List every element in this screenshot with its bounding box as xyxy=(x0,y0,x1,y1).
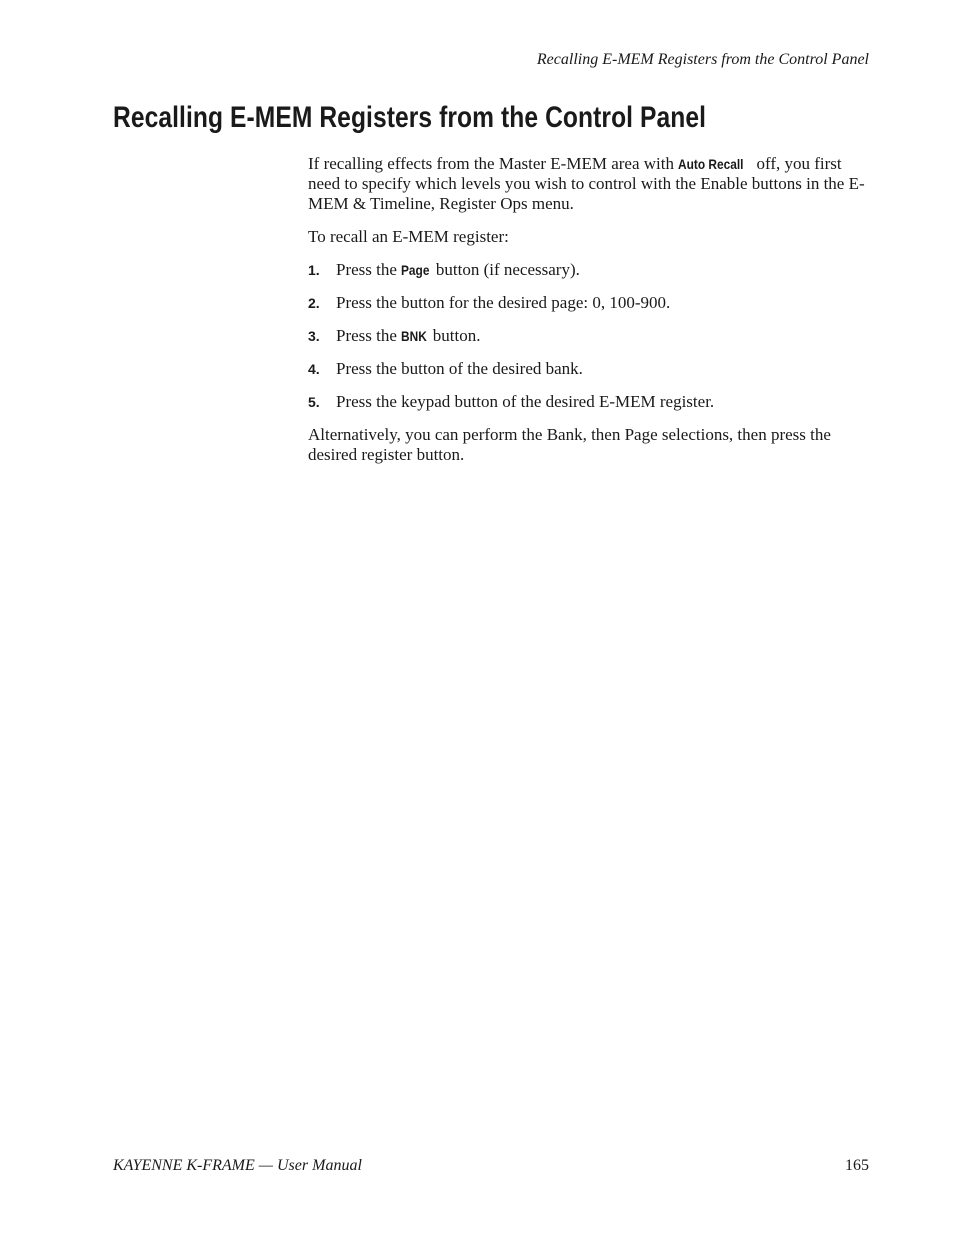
step-item xyxy=(308,293,874,313)
lead-in-paragraph: To recall an E-MEM register: xyxy=(308,227,509,246)
running-header: Recalling E-MEM Registers from the Control Panel xyxy=(536,51,869,68)
closing-paragraph: Alternatively, you can perform the Bank, then Page selections, then press the desired register button. xyxy=(308,425,831,464)
page-number: 165 xyxy=(845,1157,869,1174)
step-number: 1. xyxy=(308,262,320,278)
intro-paragraph xyxy=(308,154,874,214)
step-text: Press the xyxy=(336,260,402,279)
auto-recall-keyword: Auto Recall xyxy=(678,156,744,172)
step-item xyxy=(308,326,874,346)
step-number: 3. xyxy=(308,328,320,344)
body-text xyxy=(308,154,874,478)
step-text: button. xyxy=(428,326,481,345)
step-text: Press the keypad button of the desired E-MEM register. xyxy=(336,392,715,411)
intro-text-1: If recalling effects from the Master E-MEM area with xyxy=(308,154,679,173)
step-item xyxy=(308,359,874,379)
step-item xyxy=(308,260,874,280)
intro-text-2: off, you first need to specify which levels you wish to control with the Enable buttons in the E-MEM & Timeline, Register Ops menu. xyxy=(308,154,865,213)
step-item xyxy=(308,392,874,412)
bnk-keyword: BNK xyxy=(401,328,427,344)
section-title: Recalling E-MEM Registers from the Control Panel xyxy=(113,101,707,134)
page-keyword: Page xyxy=(401,262,430,278)
step-number: 5. xyxy=(308,394,320,410)
running-footer: KAYENNE K-FRAME — User Manual xyxy=(113,1157,362,1174)
step-text: Press the button of the desired bank. xyxy=(336,359,583,378)
step-text: Press the xyxy=(336,326,402,345)
step-number: 4. xyxy=(308,361,320,377)
step-number: 2. xyxy=(308,295,320,311)
step-text: Press the button for the desired page: 0, 100-900. xyxy=(336,293,671,312)
step-text: button (if necessary). xyxy=(431,260,580,279)
